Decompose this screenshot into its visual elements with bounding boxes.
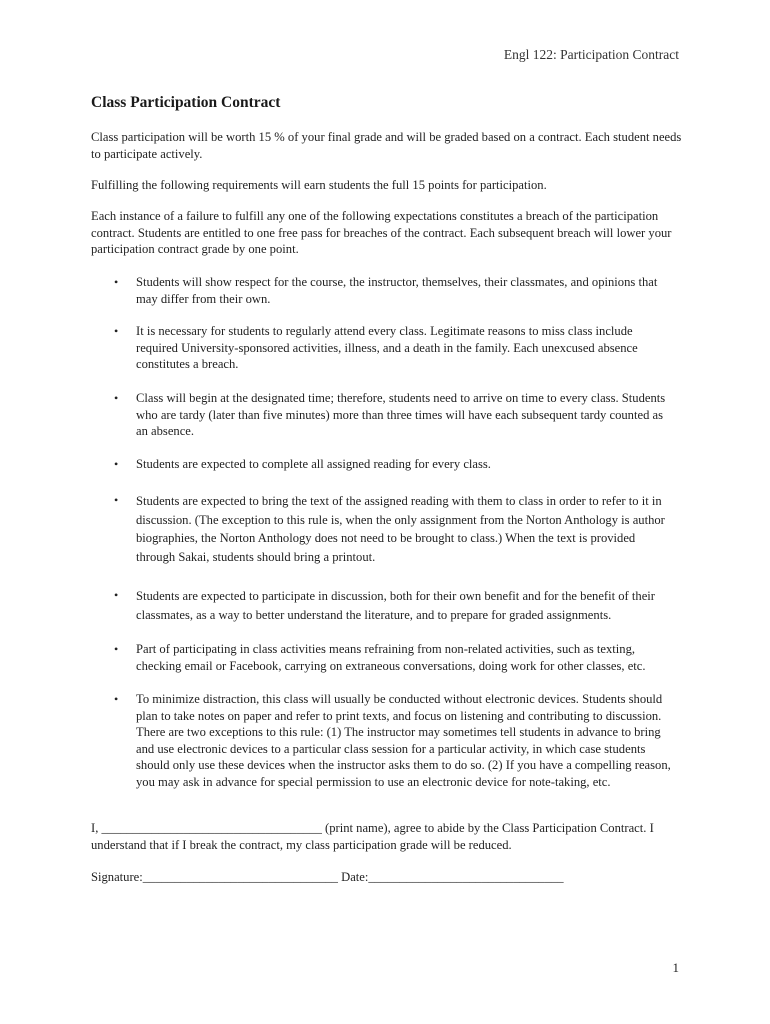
list-item-text: Class will begin at the designated time; therefore, students need to arrive on time to every class. Students who are tardy (later than five minutes) more than three times will have each subsequent tardy counted as an absence. [136, 391, 666, 438]
list-item [91, 456, 691, 473]
list-item [91, 390, 691, 440]
list-item [91, 274, 691, 307]
requirements-paragraph: Fulfilling the following requirements will earn students the full 15 points for participation. [91, 178, 547, 192]
list-item [91, 323, 691, 373]
page-number: 1 [672, 960, 679, 975]
breach-paragraph: Each instance of a failure to fulfill any one of the following expectations constitutes a breach of the participation contract. Students are entitled to one free pass for breaches of the contract. Each subsequent breach will lower your participation contract grade by one point. [91, 209, 672, 256]
list-item [91, 691, 691, 790]
list-item-text: Students are expected to complete all assigned reading for every class. [136, 457, 491, 471]
list-item-text: Students are expected to bring the text of the assigned reading with them to class in order to refer to it in discussion. (The exception to this rule is, when the only assignment from the Norton Anthology is author biographies, the Norton Anthology does not need to be brought to class.) When the text is provided through Sakai, students should bring a printout. [136, 494, 665, 565]
bullet-marker: • [114, 588, 119, 602]
list-item [91, 587, 691, 624]
running-header: Engl 122: Participation Contract [503, 47, 679, 62]
list-item-text: It is necessary for students to regularly attend every class. Legitimate reasons to miss class include required University-sponsored activities, illness, and a death in the family. Each unexcused absence constitutes a breach. [136, 324, 638, 371]
bullet-marker: • [114, 457, 119, 471]
list-item [91, 641, 691, 674]
intro-paragraph: Class participation will be worth 15 % of your final grade and will be graded based on a contract. Each student needs to participate actively. [91, 130, 682, 161]
list-item [91, 492, 691, 567]
document-title: Class Participation Contract [91, 94, 281, 111]
list-item-text: Part of participating in class activities means refraining from non-related activities, such as texting, checking email or Facebook, carrying on extraneous conversations, doing work for other classes, etc. [136, 642, 646, 673]
bullet-marker: • [114, 642, 119, 656]
signature-date-line: Signature:_______________________________ Date:_______________________________ [91, 870, 564, 884]
bullet-marker: • [114, 692, 119, 706]
bullet-marker: • [114, 493, 119, 507]
list-item-text: Students are expected to participate in discussion, both for their own benefit and for the benefit of their classmates, as a way to better understand the literature, and to prepare for graded assignments. [136, 589, 655, 622]
list-item-text: To minimize distraction, this class will usually be conducted without electronic devices. Students should plan to take notes on paper and refer to print texts, and focus on listening and contributing to discussion. There are two exceptions to this rule: (1) The instructor may sometimes tell students in advance to bring and use electronic devices to a particular class session for a particular activity, in which case students should only use these devices when the instructor asks them to do so. (2) If you have a compelling reason, you may ask in advance for special permission to use an electronic device for note-taking, etc. [136, 692, 671, 789]
list-item-text: Students will show respect for the course, the instructor, themselves, their classmates, and opinions that may differ from their own. [136, 275, 658, 306]
bullet-marker: • [114, 391, 119, 405]
agreement-statement: I, ___________________________________ (print name), agree to abide by the Class Participation Contract. I understand that if I break the contract, my class participation grade will be reduced. [91, 821, 654, 852]
bullet-marker: • [114, 324, 119, 338]
bullet-marker: • [114, 275, 119, 289]
